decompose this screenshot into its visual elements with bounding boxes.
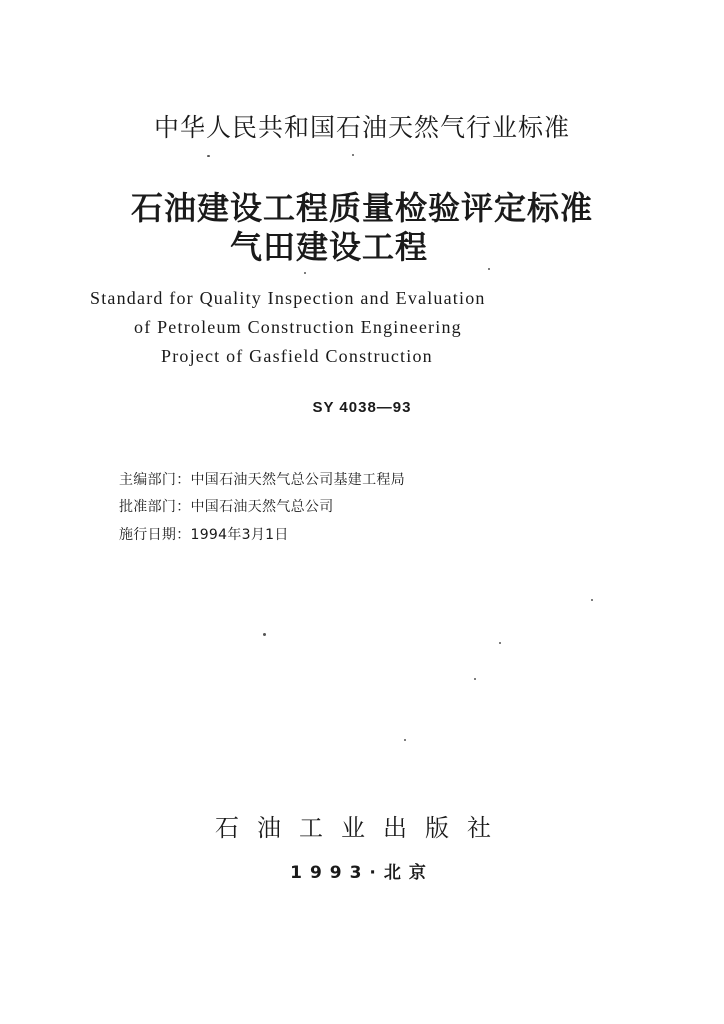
approving-department: 批准部门：中国石油天然气总公司 [119,499,334,515]
scan-speck [352,154,354,156]
english-title-line-3: Project of Gasfield Construction [161,346,433,366]
english-title-line-2: of Petroleum Construction Engineering [134,317,462,337]
effective-date: 施行日期：1994年3月1日 [119,527,289,543]
compiling-department: 主编部门：中国石油天然气总公司基建工程局 [119,472,405,488]
scan-speck [207,155,210,157]
standard-code: SY 4038—93 [312,399,412,416]
english-title-line-1: Standard for Quality Inspection and Evaluation [90,288,486,308]
scan-speck [263,633,266,636]
publisher-name: 石油工业出版社 [215,814,509,842]
scan-speck [474,678,476,680]
scan-speck [304,272,306,274]
industry-standard-heading: 中华人民共和国石油天然气行业标准 [153,113,570,142]
publication-year-city: 1993·北京 [290,863,434,883]
scan-speck [488,268,490,270]
chinese-title-line-2: 气田建设工程 [230,228,429,266]
scan-speck [591,599,593,601]
scan-speck [499,642,501,644]
scan-speck [404,739,406,741]
chinese-title-line-1: 石油建设工程质量检验评定标准 [130,189,593,227]
